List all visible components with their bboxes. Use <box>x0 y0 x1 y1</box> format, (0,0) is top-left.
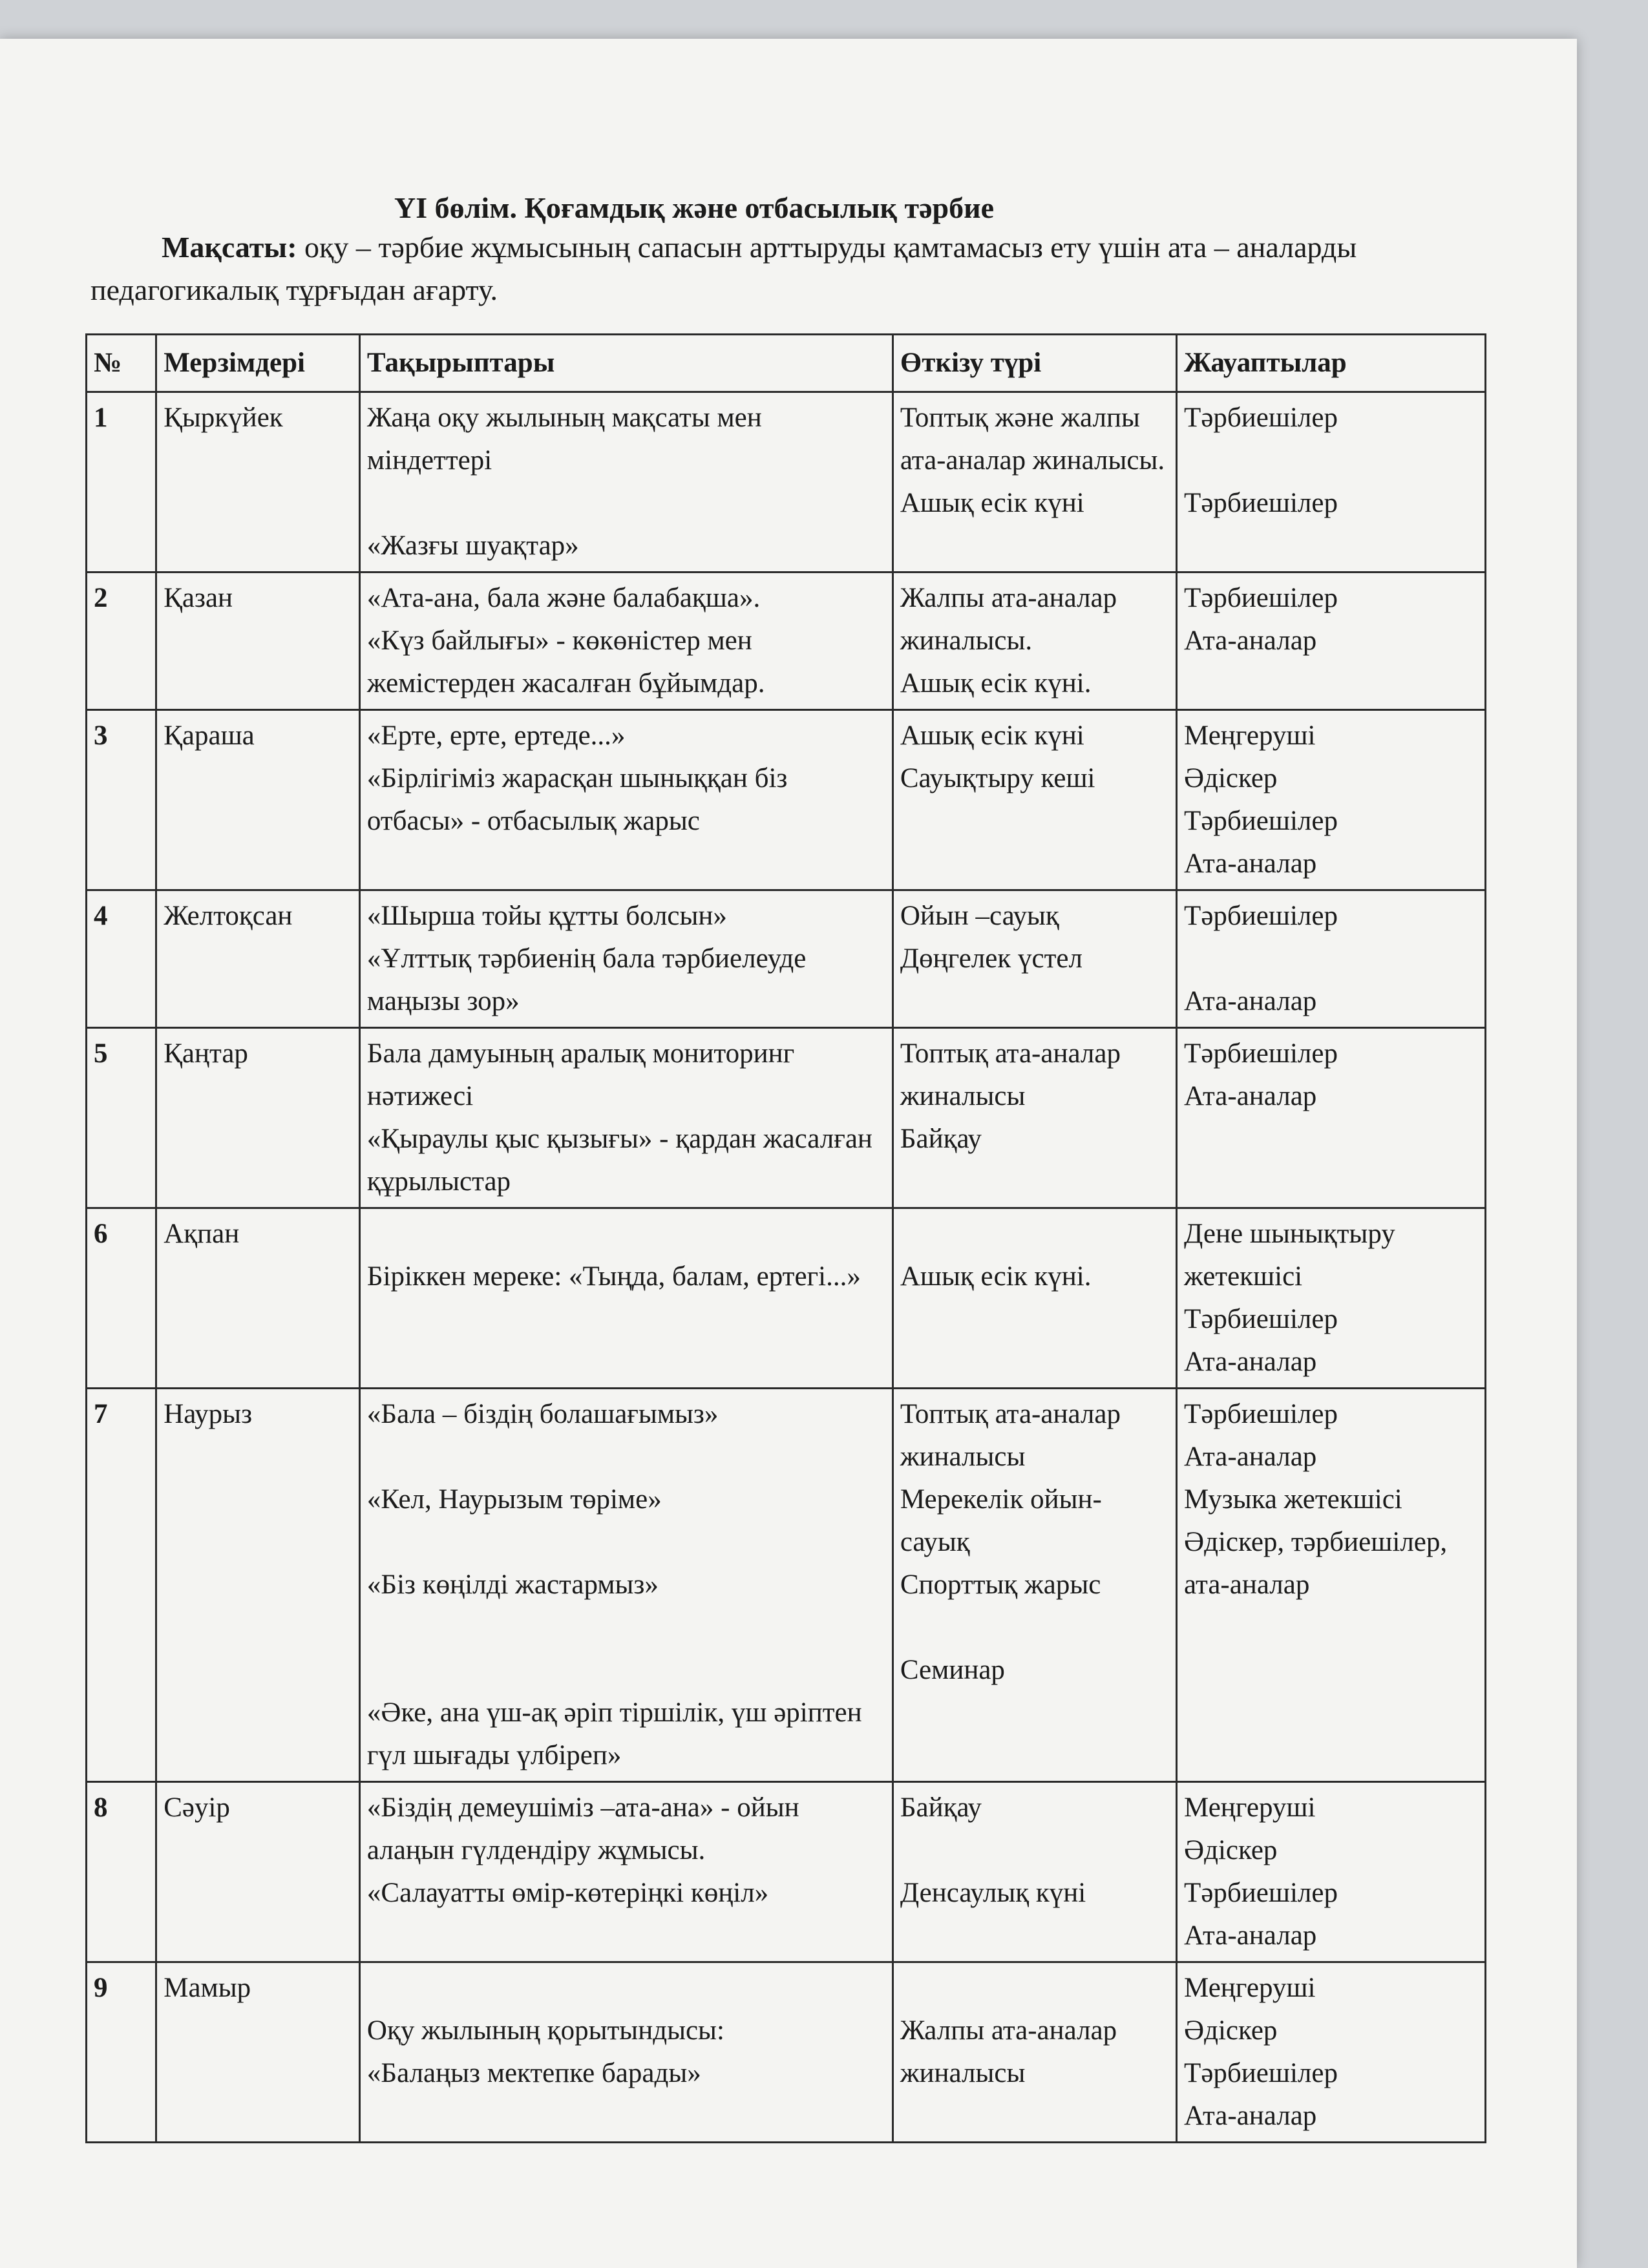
goal-text: оқу – тәрбие жұмысының сапасын арттыруды қамтамасыз ету үшін ата – аналарды педагогикалық тұрғыдан ағарту. <box>90 231 1357 306</box>
blank-line <box>367 1436 885 1478</box>
row-form <box>893 710 1176 890</box>
row-date-text: Қараша <box>164 720 255 751</box>
row-form-text: Байқау <box>900 1792 982 1823</box>
row-responsible-text: Әдіскер <box>1184 2015 1278 2046</box>
row-date <box>156 890 360 1028</box>
row-responsible-text: Ата-аналар <box>1184 1920 1317 1951</box>
row-responsible-text: Ата-аналар <box>1184 1442 1317 1472</box>
blank-line <box>900 1829 1169 1872</box>
table-row <box>87 392 1486 572</box>
row-number <box>87 1208 156 1389</box>
row-date-text: Мамыр <box>164 1973 251 2003</box>
row-responsible-text: Музыка жетекшісі <box>1184 1484 1402 1515</box>
row-responsible <box>1177 1208 1486 1389</box>
row-topic-text: Бала дамуының аралық мониторинг нәтижесі <box>366 1038 795 1111</box>
row-form-text: Сауықтыру кеші <box>900 763 1095 793</box>
document-page <box>0 39 1577 2268</box>
row-responsible <box>1177 1962 1486 2143</box>
row-topic-text: «Бірлігіміз жарасқан шыныққан біз отбасы» - отбасылық жарыс <box>366 763 788 836</box>
row-topic <box>359 1208 893 1389</box>
row-number <box>87 392 156 572</box>
row-date-text: Сәуір <box>164 1792 230 1823</box>
goal-paragraph <box>90 226 1486 311</box>
table-row <box>87 1389 1486 1782</box>
row-responsible-text: Ата-аналар <box>1184 1347 1317 1377</box>
row-topic-text: «Ұлттық тәрбиенің бала тәрбиелеуде маңызы зор» <box>366 943 807 1016</box>
table-row <box>87 1782 1486 1962</box>
row-responsible-text: Ата-аналар <box>1184 986 1317 1016</box>
row-responsible <box>1177 572 1486 710</box>
blank-line <box>900 1213 1169 1255</box>
row-topic-text: Жаңа оқу жылының мақсаты мен міндеттері <box>366 403 762 476</box>
row-number <box>87 1389 156 1782</box>
header-topics: Тақырыптары <box>359 335 893 392</box>
row-form <box>893 572 1176 710</box>
row-responsible-text: Тәрбиешілер <box>1184 1399 1338 1429</box>
row-date <box>156 1389 360 1782</box>
blank-line <box>367 1649 885 1692</box>
row-form <box>893 1028 1176 1208</box>
row-responsible-text: Әдіскер <box>1184 1835 1278 1865</box>
row-number-text: 6 <box>94 1219 108 1249</box>
row-form-text: Семинар <box>900 1655 1005 1685</box>
row-number-text: 3 <box>94 720 108 751</box>
row-responsible-text: Тәрбиешілер <box>1184 1304 1338 1334</box>
table-row <box>87 572 1486 710</box>
row-responsible-text: Тәрбиешілер <box>1184 403 1338 433</box>
row-form-text: Жалпы ата-аналар жиналысы <box>900 2015 1117 2088</box>
row-topic <box>359 890 893 1028</box>
row-form-text: Дөңгелек үстел <box>900 943 1083 974</box>
row-responsible-text: Ата-аналар <box>1184 1081 1317 1111</box>
row-date-text: Қыркүйек <box>164 403 283 433</box>
row-number-text: 8 <box>94 1792 108 1823</box>
row-form <box>893 1782 1176 1962</box>
row-date <box>156 710 360 890</box>
row-responsible-text: Ата-аналар <box>1184 848 1317 879</box>
row-topic-text: «Біздің демеушіміз –ата-ана» - ойын алаңын гүлдендіру жұмысы. <box>366 1792 799 1865</box>
row-responsible-text: Тәрбиешілер <box>1184 806 1338 836</box>
row-form-text: Ашық есік күні. <box>900 668 1092 698</box>
row-responsible <box>1177 710 1486 890</box>
row-responsible-text: Тәрбиешілер <box>1184 2058 1338 2088</box>
row-topic-text: «Салауатты өмір-көтеріңкі көңіл» <box>366 1878 769 1908</box>
blank-line <box>900 1606 1169 1649</box>
table-row <box>87 1028 1486 1208</box>
row-date <box>156 1208 360 1389</box>
header-dates: Мерзімдері <box>156 335 360 392</box>
row-topic-text: «Балаңыз мектепке барады» <box>366 2058 701 2088</box>
row-number-text: 7 <box>94 1399 108 1429</box>
row-form <box>893 392 1176 572</box>
row-form-text: Жалпы ата-аналар жиналысы. <box>900 583 1117 656</box>
row-date-text: Ақпан <box>164 1219 240 1249</box>
row-responsible <box>1177 1782 1486 1962</box>
row-form-text: Ашық есік күні <box>900 720 1084 751</box>
row-responsible-text: Меңгеруші <box>1184 1792 1316 1823</box>
row-topic-text: Біріккен мереке: «Тыңда, балам, ертегі...» <box>366 1261 861 1292</box>
row-date <box>156 392 360 572</box>
blank-line <box>367 1967 885 2010</box>
row-responsible-text: Тәрбиешілер <box>1184 488 1338 518</box>
row-topic-text: «Жазғы шуақтар» <box>366 530 579 561</box>
row-number <box>87 710 156 890</box>
row-date-text: Наурыз <box>164 1399 253 1429</box>
blank-line <box>1184 938 1478 980</box>
row-responsible <box>1177 1028 1486 1208</box>
row-form <box>893 890 1176 1028</box>
row-number <box>87 890 156 1028</box>
row-responsible-text: Тәрбиешілер <box>1184 583 1338 613</box>
table-row <box>87 1962 1486 2143</box>
row-form-text: Ойын –сауық <box>900 901 1059 931</box>
table-row <box>87 890 1486 1028</box>
row-date <box>156 572 360 710</box>
row-topic-text: «Ерте, ерте, ертеде...» <box>366 720 626 751</box>
row-responsible-text: Меңгеруші <box>1184 1973 1316 2003</box>
row-responsible-text: Әдіскер <box>1184 763 1278 793</box>
row-number <box>87 1782 156 1962</box>
row-responsible <box>1177 392 1486 572</box>
table-row <box>87 710 1486 890</box>
row-number-text: 5 <box>94 1038 108 1069</box>
row-topic-text: Оқу жылының қорытындысы: <box>366 2015 724 2046</box>
row-topic-text: «Күз байлығы» - көкөністер мен жемістерден жасалған бұйымдар. <box>366 625 765 698</box>
row-topic <box>359 392 893 572</box>
row-form <box>893 1389 1176 1782</box>
row-number-text: 2 <box>94 583 108 613</box>
table-header-row <box>87 335 1486 392</box>
row-topic <box>359 1028 893 1208</box>
row-topic-text: «Біз көңілді жастармыз» <box>366 1570 659 1600</box>
row-topic <box>359 1962 893 2143</box>
row-date <box>156 1028 360 1208</box>
row-number <box>87 572 156 710</box>
header-responsible: Жауаптылар <box>1177 335 1486 392</box>
row-topic-text: «Қыраулы қыс қызығы» - қардан жасалған құрылыстар <box>366 1124 872 1197</box>
row-date-text: Қаңтар <box>164 1038 248 1069</box>
row-responsible-text: Тәрбиешілер <box>1184 901 1338 931</box>
row-topic-text: «Бала – біздің болашағымыз» <box>366 1399 719 1429</box>
row-topic <box>359 710 893 890</box>
row-date-text: Қазан <box>164 583 233 613</box>
row-date-text: Желтоқсан <box>164 901 293 931</box>
blank-line <box>900 1967 1169 2010</box>
row-topic-text: «Әке, ана үш-ақ әріп тіршілік, үш әріптен гүл шығады үлбіреп» <box>366 1697 862 1770</box>
blank-line <box>1184 439 1478 482</box>
row-responsible-text: Тәрбиешілер <box>1184 1878 1338 1908</box>
row-responsible <box>1177 890 1486 1028</box>
row-date <box>156 1782 360 1962</box>
row-number <box>87 1962 156 2143</box>
row-date <box>156 1962 360 2143</box>
row-form-text: Ашық есік күні. <box>900 1261 1092 1292</box>
row-form <box>893 1208 1176 1389</box>
row-topic-text: «Шырша тойы құтты болсын» <box>366 901 727 931</box>
row-form-text: Денсаулық күні <box>900 1878 1086 1908</box>
row-topic-text: «Ата-ана, бала және балабақша». <box>366 583 761 613</box>
row-responsible-text: Дене шынықтыру жетекшісі <box>1184 1219 1395 1292</box>
row-number-text: 4 <box>94 901 108 931</box>
blank-line <box>367 482 885 525</box>
row-form-text: Мерекелік ойын-сауық <box>900 1484 1102 1557</box>
row-form-text: Ашық есік күні <box>900 488 1084 518</box>
blank-line <box>367 1606 885 1649</box>
row-responsible-text: Тәрбиешілер <box>1184 1038 1338 1069</box>
row-form-text: Топтық ата-аналар жиналысы <box>900 1038 1121 1111</box>
blank-line <box>367 1521 885 1564</box>
header-number: № <box>87 335 156 392</box>
section-title: YI бөлім. Қоғамдық және отбасылық тәрбие <box>394 191 995 224</box>
parent-work-plan-table <box>85 333 1486 2143</box>
table-row <box>87 1208 1486 1389</box>
row-responsible-text: Әдіскер, тәрбиешілер, ата-аналар <box>1184 1527 1448 1600</box>
row-form-text: Байқау <box>900 1124 982 1154</box>
header-form: Өткізу түрі <box>893 335 1176 392</box>
row-topic <box>359 1389 893 1782</box>
row-form-text: Топтық ата-аналар жиналысы <box>900 1399 1121 1472</box>
row-responsible-text: Ата-аналар <box>1184 2101 1317 2131</box>
row-form-text: Топтық және жалпы ата-аналар жиналысы. <box>900 403 1165 476</box>
blank-line <box>367 1213 885 1255</box>
row-form <box>893 1962 1176 2143</box>
row-topic-text: «Кел, Наурызым төріме» <box>366 1484 662 1515</box>
table-body <box>87 392 1486 2143</box>
row-number-text: 9 <box>94 1973 108 2003</box>
goal-label: Мақсаты: <box>162 231 297 264</box>
row-topic <box>359 572 893 710</box>
row-form-text: Спорттық жарыс <box>900 1570 1101 1600</box>
row-responsible <box>1177 1389 1486 1782</box>
row-number-text: 1 <box>94 403 108 433</box>
row-responsible-text: Ата-аналар <box>1184 625 1317 656</box>
row-topic <box>359 1782 893 1962</box>
row-number <box>87 1028 156 1208</box>
row-responsible-text: Меңгеруші <box>1184 720 1316 751</box>
